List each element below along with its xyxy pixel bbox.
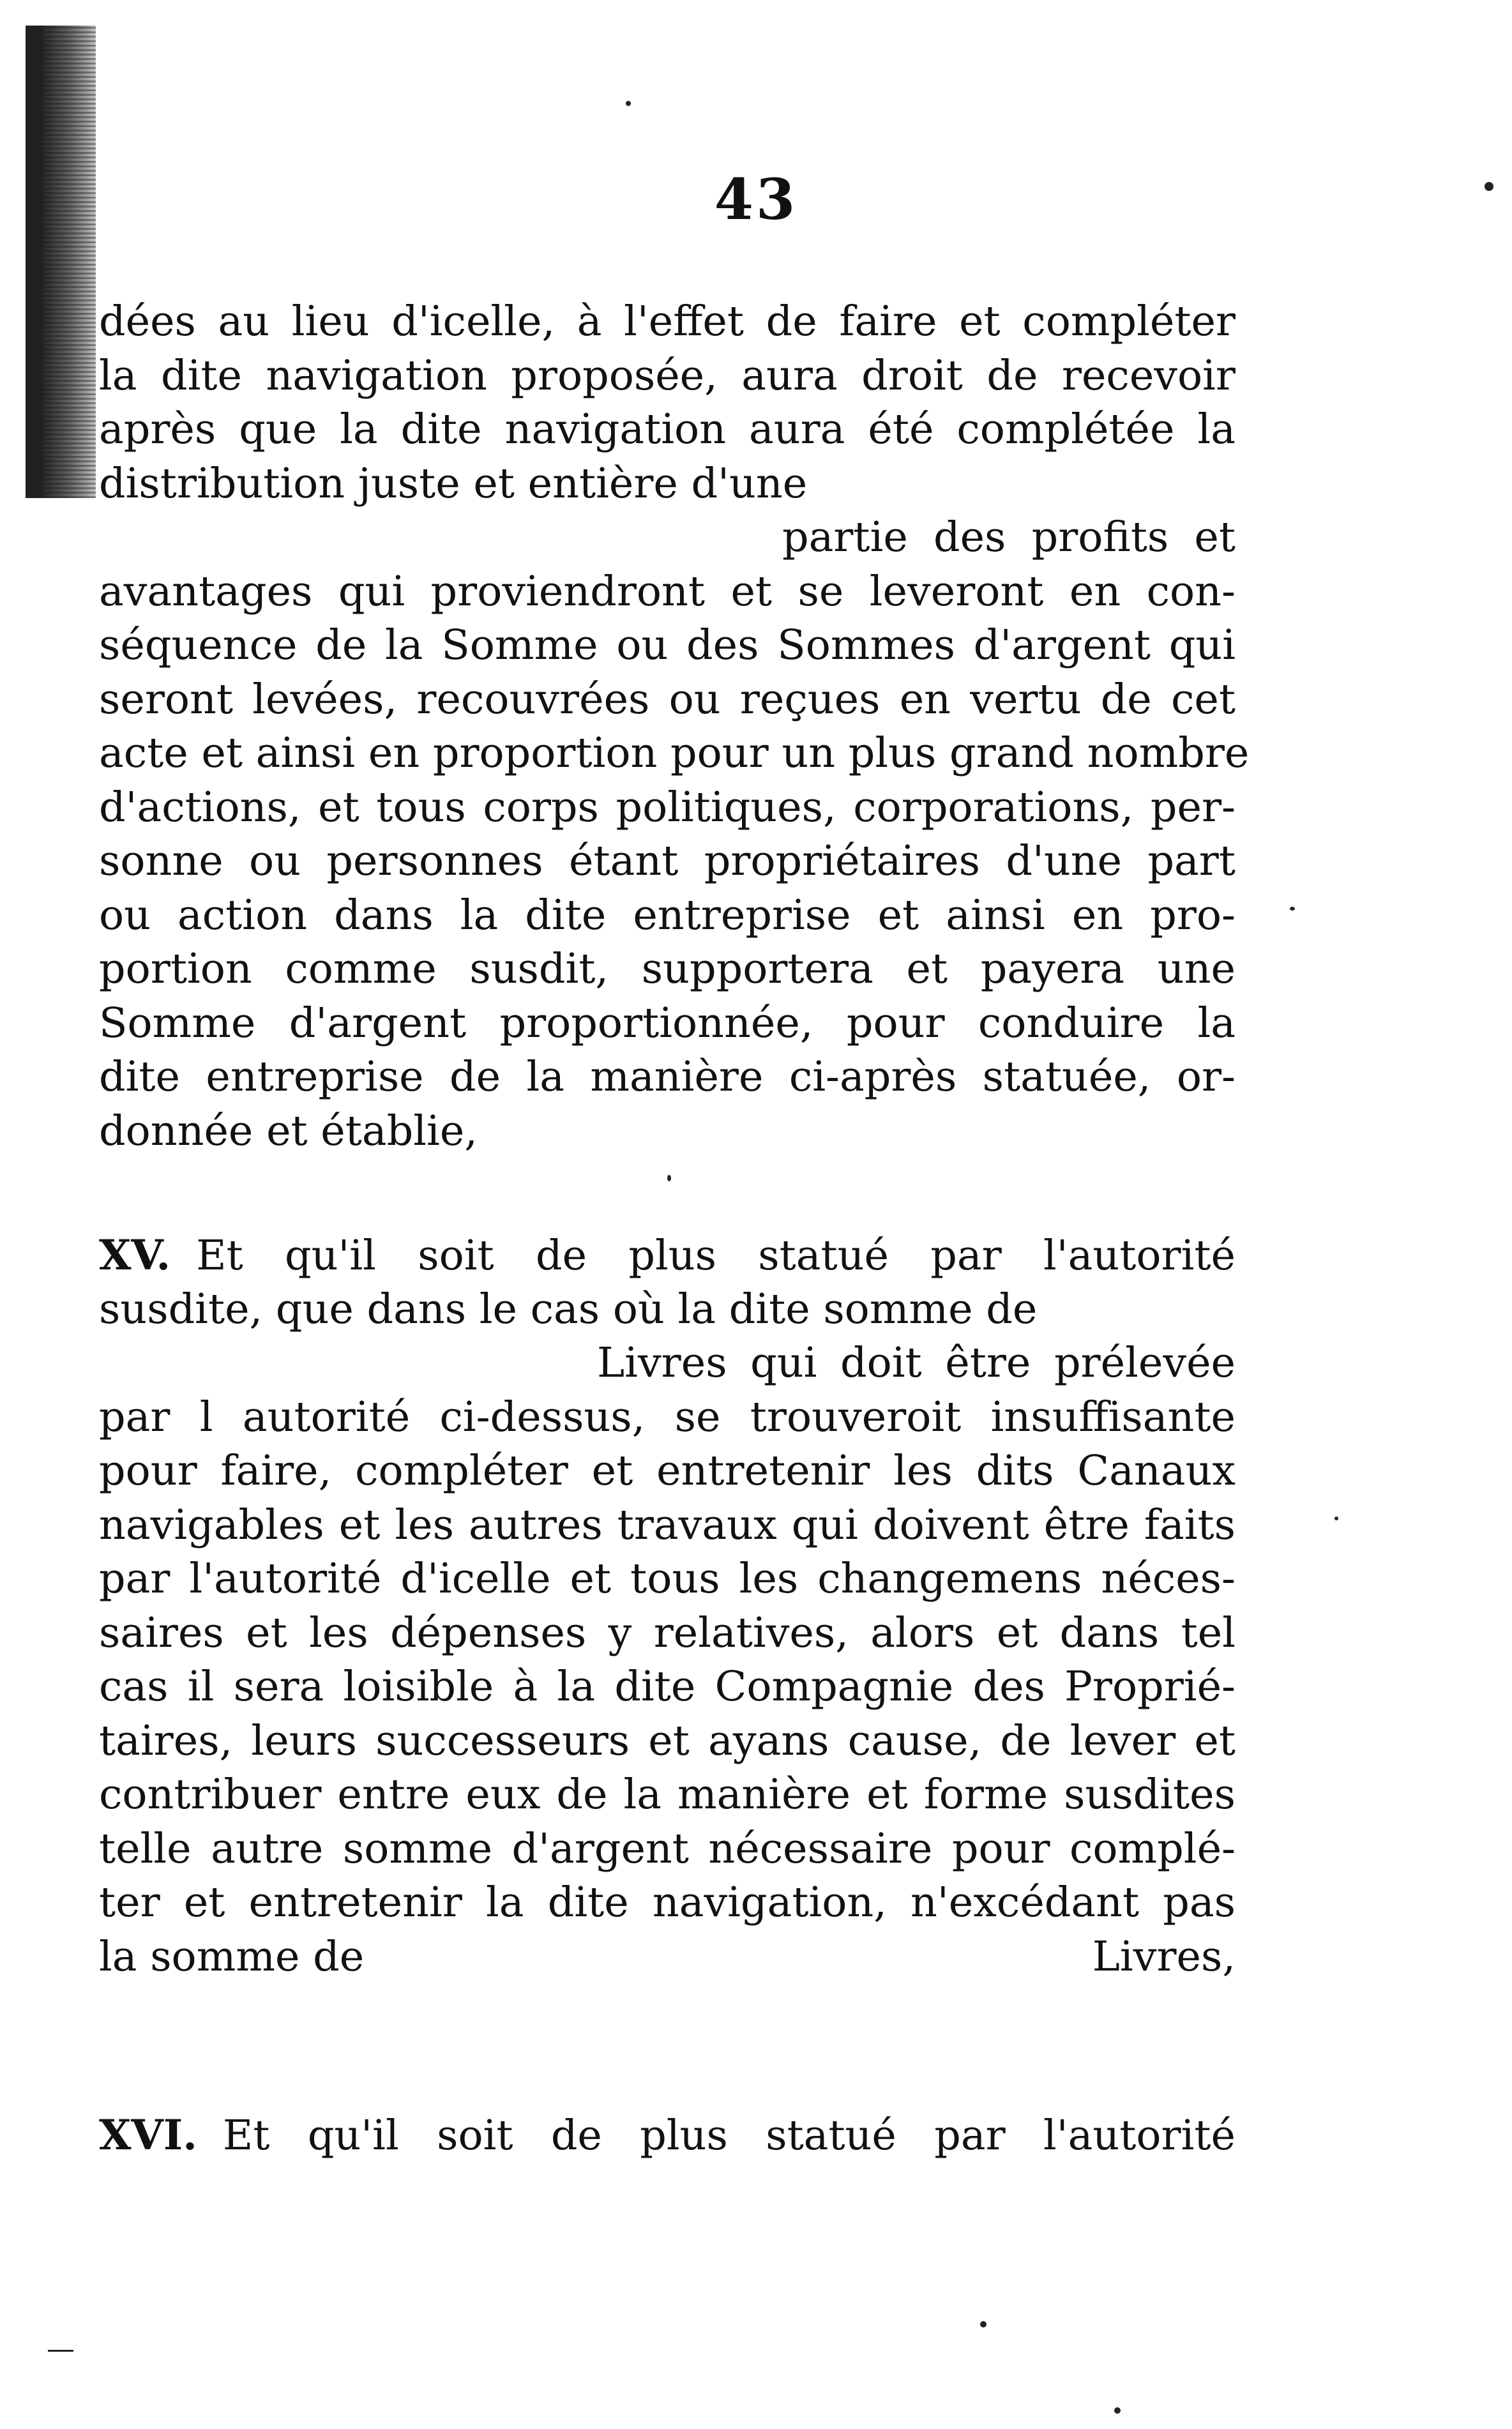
section-heading-line <box>99 1229 1236 1283</box>
text-line: Somme d'argent proportionnée, pour conduire la <box>99 999 1236 1047</box>
text-line: dite entreprise de la manière ci-après statuée, or- <box>99 1053 1236 1101</box>
text-line: susdite, que dans le cas où la dite somme de <box>99 1285 1038 1333</box>
text-line: donnée et établie, <box>99 1107 478 1155</box>
scan-speck <box>1290 907 1295 911</box>
text-line: ou action dans la dite entreprise et ainsi en pro- <box>99 891 1236 939</box>
text-line: distribution juste et entière d'une <box>99 459 808 508</box>
page-number: 43 <box>714 166 798 232</box>
text-line: Et qu'il soit de plus statué par l'autorité <box>196 1232 1236 1280</box>
text-line: taires, leurs successeurs et ayans cause, de lever et <box>99 1716 1236 1765</box>
section-heading-line <box>99 2108 1236 2163</box>
paragraph-gap <box>99 2054 1236 2108</box>
text-line: telle autre somme d'argent nécessaire pour complé- <box>99 1824 1236 1873</box>
scan-speck <box>1114 2407 1121 2414</box>
text-line: séquence de la Somme ou des Sommes d'argent qui <box>99 621 1236 669</box>
scan-speck <box>1334 1517 1338 1520</box>
text-line: la dite navigation proposée, aura droit de recevoir <box>99 351 1236 400</box>
text-line: navigables et les autres travaux qui doivent être faits <box>99 1501 1236 1549</box>
paragraph-gap <box>99 1984 1236 2054</box>
text-line: cas il sera loisible à la dite Compagnie des Proprié- <box>99 1663 1236 1711</box>
text-line: ter et entretenir la dite navigation, n'excédant pas <box>99 1879 1236 1926</box>
text-line: par l autorité ci-dessus, se trouveroit insuffisante <box>99 1393 1236 1441</box>
section-number-xv: XV. <box>99 1231 171 1280</box>
text-line: Et qu'il soit de plus statué par l'autorité <box>222 2111 1236 2160</box>
text-line: partie des profits et <box>782 513 1236 561</box>
body-text <box>99 295 1250 2162</box>
scan-speck <box>48 2350 73 2352</box>
text-line: contribuer entre eux de la manière et forme susdites <box>99 1771 1236 1819</box>
scan-speck <box>980 2321 987 2327</box>
scan-speck <box>667 1175 671 1181</box>
text-line: pour faire, compléter et entretenir les dits Canaux <box>99 1447 1236 1495</box>
text-line: par l'autorité d'icelle et tous les changemens néces- <box>99 1555 1236 1603</box>
text-line: sonne ou personnes étant propriétaires d'une part <box>99 837 1236 885</box>
text-fragment-right: Livres, <box>1092 1932 1236 1981</box>
scan-speck <box>1485 182 1493 191</box>
text-fragment-left: la somme de <box>99 1932 365 1981</box>
text-line: portion comme susdit, supportera et payera une <box>99 945 1236 993</box>
text-line: acte et ainsi en proportion pour un plus grand nombre <box>99 729 1250 777</box>
text-line: Livres qui doit être prélevée <box>597 1339 1236 1387</box>
text-line: avantages qui proviendront et se leveront en con- <box>99 567 1236 616</box>
text-line: seront levées, recouvrées ou reçues en vertu de cet <box>99 675 1236 723</box>
text-line-split <box>99 1930 1236 1985</box>
paragraph-gap <box>99 1158 1236 1229</box>
text-line: après que la dite navigation aura été complétée la <box>99 405 1236 453</box>
section-number-xvi: XVI. <box>99 2110 197 2160</box>
scan-speck <box>626 101 631 106</box>
text-line: saires et les dépenses y relatives, alors et dans tel <box>99 1608 1236 1657</box>
text-line: dées au lieu d'icelle, à l'effet de faire et compléter <box>99 298 1236 345</box>
text-line: d'actions, et tous corps politiques, corporations, per- <box>99 783 1236 831</box>
scanned-binding-edge <box>26 26 96 498</box>
